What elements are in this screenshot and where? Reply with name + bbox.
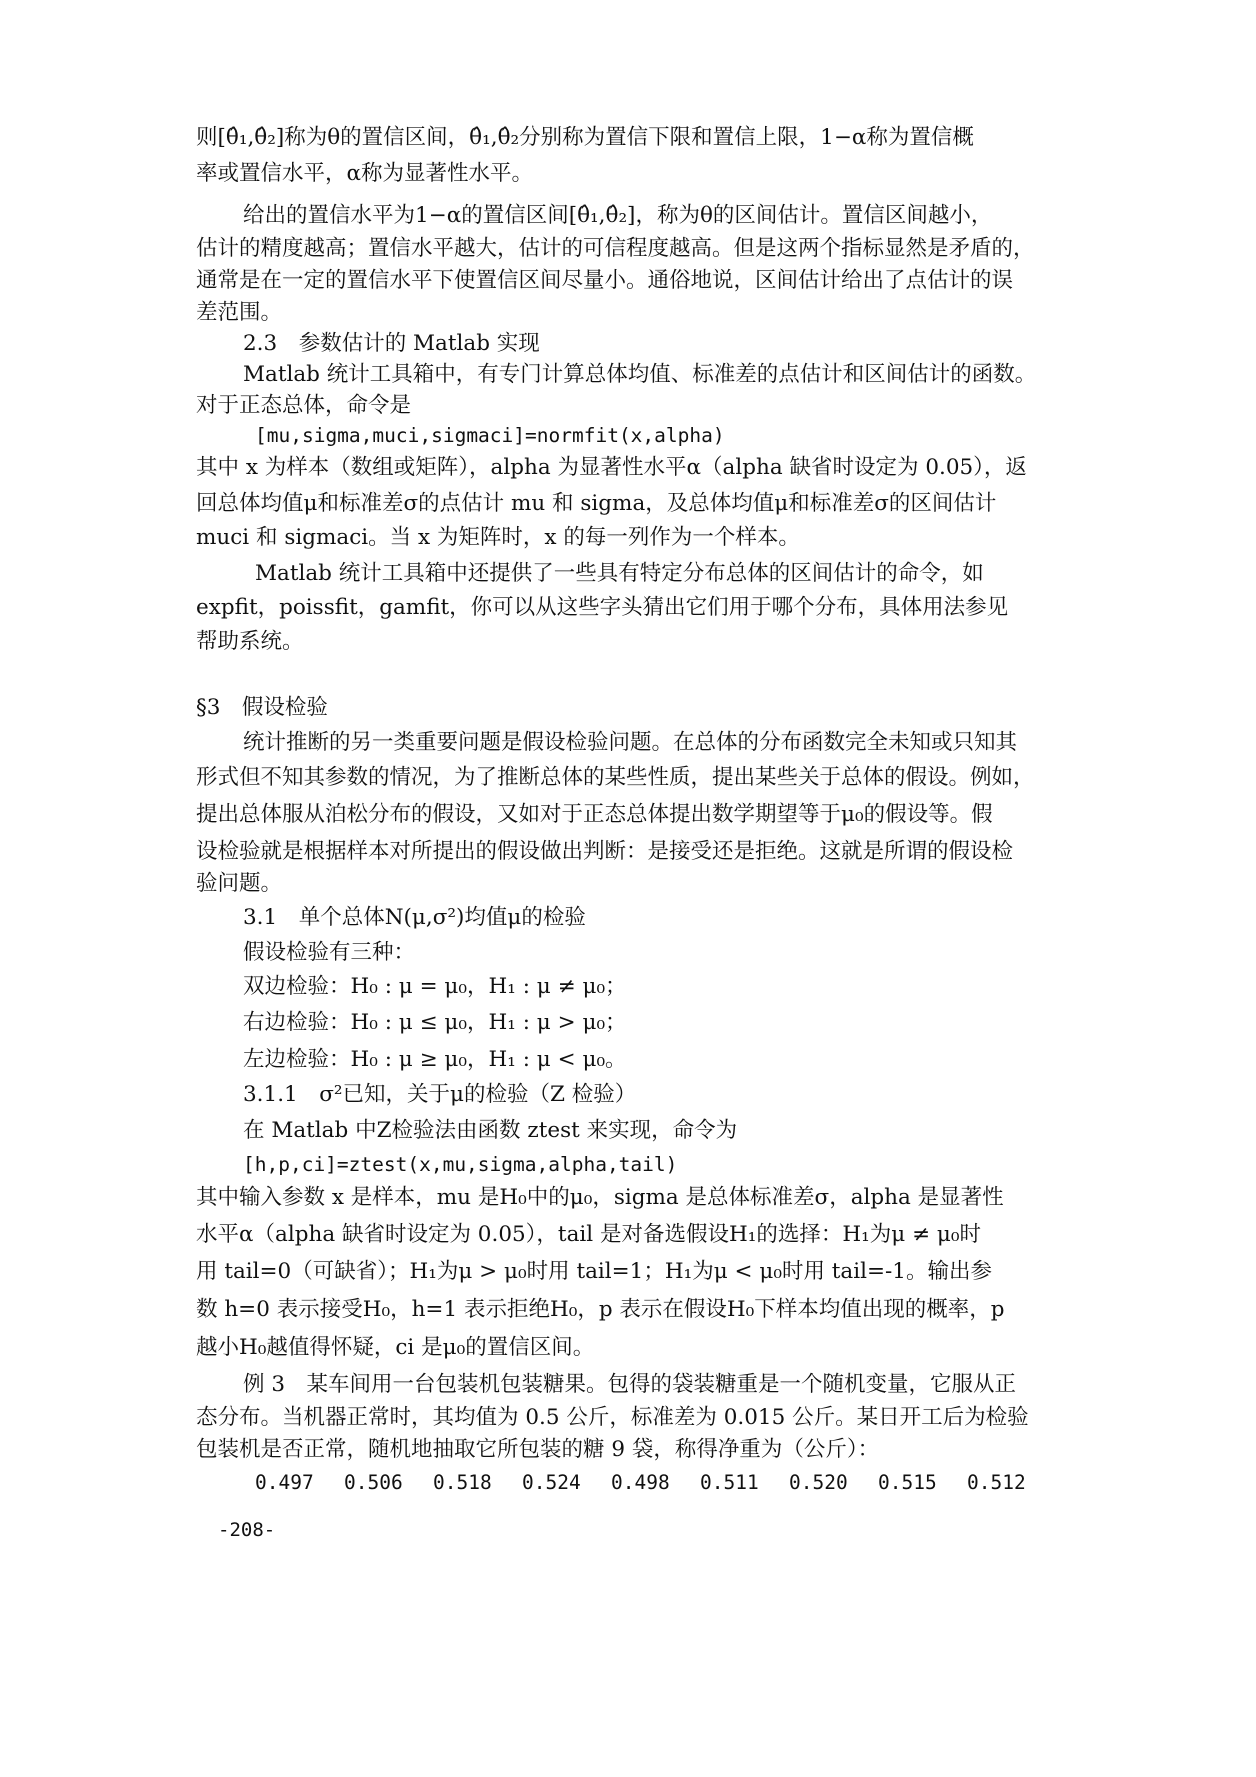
weight-value: 0.497	[255, 1471, 314, 1494]
text-line: 帮助系统。	[196, 629, 304, 654]
text-line: 回总体均值μ和标准差σ的点估计 mu 和 sigma，及总体均值μ和标准差σ的区间估计	[196, 491, 997, 516]
weight-value: 0.524	[522, 1471, 581, 1494]
text-line: expfit，poissfit，gamfit，你可以从这些字头猜出它们用于哪个分布，具体用法参见	[196, 595, 1009, 620]
text-line: 越小H₀越值得怀疑，ci 是μ₀的置信区间。	[196, 1335, 595, 1360]
hypothesis-line: 左边检验：H₀ : μ ≥ μ₀，H₁ : μ < μ₀。	[243, 1047, 627, 1072]
weight-value: 0.498	[611, 1471, 670, 1494]
weights-list	[255, 1466, 1056, 1500]
weight-value: 0.515	[878, 1471, 937, 1494]
hypothesis-line: 右边检验：H₀ : μ ≤ μ₀，H₁ : μ > μ₀；	[243, 1010, 627, 1035]
text-line: 假设检验有三种：	[243, 940, 416, 965]
text-line: 例 3 某车间用一台包装机包装糖果。包得的袋装糖重是一个随机变量，它服从正	[243, 1372, 1017, 1397]
text-line: 形式但不知其参数的情况，为了推断总体的某些性质，提出某些关于总体的假设。例如，	[196, 765, 1035, 790]
page-number: -208-	[218, 1519, 276, 1541]
text-line: 则[θ̂₁,θ̂₂]称为θ的置信区间，θ̂₁,θ̂₂分别称为置信下限和置信上限，1−α称为置信概	[196, 125, 974, 150]
text-line: Matlab 统计工具箱中还提供了一些具有特定分布总体的区间估计的命令，如	[255, 561, 984, 586]
text-line: 通常是在一定的置信水平下使置信区间尽量小。通俗地说，区间估计给出了点估计的误	[196, 268, 1014, 293]
text-line: 用 tail=0（可缺省）；H₁为μ > μ₀时用 tail=1；H₁为μ < μ₀时用 tail=-1。输出参	[196, 1259, 992, 1284]
section-heading: 3.1 单个总体N(μ,σ²)均值μ的检验	[243, 905, 586, 930]
text-line: 提出总体服从泊松分布的假设，又如对于正态总体提出数学期望等于μ₀的假设等。假	[196, 802, 993, 827]
code-line: [h,p,ci]=ztest(x,mu,sigma,alpha,tail)	[243, 1153, 678, 1176]
text-line: 数 h=0 表示接受H₀，h=1 表示拒绝H₀，p 表示在假设H₀下样本均值出现的概率，p	[196, 1297, 1005, 1322]
section-heading: 3.1.1 σ²已知，关于μ的检验（Z 检验）	[243, 1082, 637, 1107]
text-line: 率或置信水平，α称为显著性水平。	[196, 161, 534, 186]
text-line: Matlab 统计工具箱中，有专门计算总体均值、标准差的点估计和区间估计的函数。	[243, 362, 1037, 387]
text-line: 其中输入参数 x 是样本，mu 是H₀中的μ₀，sigma 是总体标准差σ，alpha 是显著性	[196, 1185, 1004, 1210]
text-line: 估计的精度越高；置信水平越大，估计的可信程度越高。但是这两个指标显然是矛盾的，	[196, 236, 1035, 261]
text-line: 其中 x 为样本（数组或矩阵），alpha 为显著性水平α（alpha 缺省时设定为 0.05），返	[196, 455, 1027, 480]
weight-value: 0.512	[967, 1471, 1026, 1494]
text-line: 水平α（alpha 缺省时设定为 0.05），tail 是对备选假设H₁的选择：H₁为μ ≠ μ₀时	[196, 1222, 981, 1247]
section-heading: 2.3 参数估计的 Matlab 实现	[243, 331, 540, 356]
text-line: 在 Matlab 中Z检验法由函数 ztest 来实现，命令为	[243, 1118, 738, 1143]
text-line: 设检验就是根据样本对所提出的假设做出判断：是接受还是拒绝。这就是所谓的假设检	[196, 839, 1014, 864]
weight-value: 0.520	[789, 1471, 848, 1494]
section-heading: §3 假设检验	[196, 695, 328, 720]
weight-value: 0.506	[344, 1471, 403, 1494]
code-line: [mu,sigma,muci,sigmaci]=normfit(x,alpha)	[255, 424, 725, 447]
text-line: 验问题。	[196, 871, 283, 896]
text-line: 差范围。	[196, 300, 283, 325]
text-line: 包装机是否正常，随机地抽取它所包装的糖 9 袋，称得净重为（公斤）：	[196, 1437, 880, 1462]
text-line: 态分布。当机器正常时，其均值为 0.5 公斤，标准差为 0.015 公斤。某日开工后为检验	[196, 1405, 1029, 1430]
text-line: 统计推断的另一类重要问题是假设检验问题。在总体的分布函数完全未知或只知其	[243, 730, 1018, 755]
weight-value: 0.518	[433, 1471, 492, 1494]
hypothesis-line: 双边检验：H₀ : μ = μ₀，H₁ : μ ≠ μ₀；	[243, 974, 627, 999]
text-line: muci 和 sigmaci。当 x 为矩阵时，x 的每一列作为一个样本。	[196, 525, 800, 550]
weight-value: 0.511	[700, 1471, 759, 1494]
text-line: 给出的置信水平为1−α的置信区间[θ̂₁,θ̂₂]，称为θ的区间估计。置信区间越小，	[243, 203, 993, 228]
text-line: 对于正态总体，命令是	[196, 393, 412, 418]
